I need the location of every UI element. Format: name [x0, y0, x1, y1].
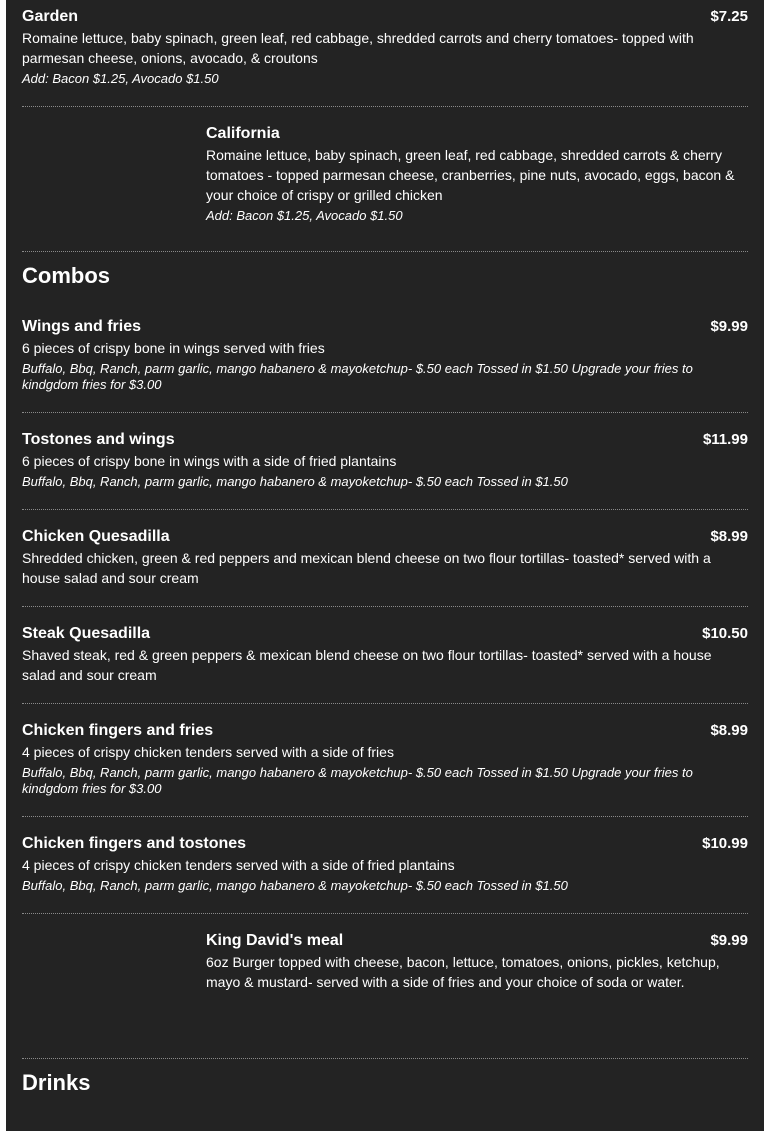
item-price: $11.99	[702, 431, 748, 448]
item-name: Steak Quesadilla	[22, 625, 151, 642]
divider	[22, 106, 748, 107]
item-price: $8.99	[710, 528, 748, 545]
menu-item	[206, 125, 748, 224]
item-name: Garden	[22, 8, 79, 25]
item-note: Buffalo, Bbq, Ranch, parm garlic, mango habanero & mayoketchup- $.50 each Tossed in $1.50 Upgrade your fries to kindgdom fries for $3.00	[22, 765, 693, 796]
menu-panel	[6, 0, 764, 1131]
section-title-combos: Combos	[22, 263, 110, 288]
menu-item	[22, 431, 748, 490]
item-description: Romaine lettuce, baby spinach, green leaf, red cabbage, shredded carrots and cherry tomatoes- topped with parmesan cheese, onions, avocado, & croutons	[22, 30, 694, 66]
divider	[22, 509, 748, 510]
item-price: $10.50	[702, 625, 748, 642]
divider	[22, 1058, 748, 1059]
item-name: Wings and fries	[22, 318, 141, 335]
item-name: Chicken fingers and fries	[22, 722, 214, 739]
item-note: Add: Bacon $1.25, Avocado $1.50	[22, 71, 219, 86]
item-price: $10.99	[702, 835, 748, 852]
item-name: Chicken fingers and tostones	[22, 835, 247, 852]
section-title-drinks: Drinks	[22, 1070, 91, 1095]
divider	[22, 251, 748, 252]
divider	[22, 412, 748, 413]
item-price: $7.25	[710, 8, 748, 25]
item-name: King David's meal	[206, 932, 344, 949]
item-price: $9.99	[710, 932, 748, 949]
item-note: Buffalo, Bbq, Ranch, parm garlic, mango habanero & mayoketchup- $.50 each Tossed in $1.50	[22, 878, 568, 893]
item-description: 6 pieces of crispy bone in wings with a side of fried plantains	[22, 453, 397, 469]
divider	[22, 913, 748, 914]
item-price: $9.99	[710, 318, 748, 335]
item-description: 6 pieces of crispy bone in wings served with fries	[22, 340, 325, 356]
item-description: 4 pieces of crispy chicken tenders served with a side of fries	[22, 744, 394, 760]
menu-item	[22, 625, 748, 685]
item-description: 6oz Burger topped with cheese, bacon, lettuce, tomatoes, onions, pickles, ketchup, mayo & mustard- served with a side of fries and your choice of soda or water.	[206, 954, 720, 990]
item-note: Buffalo, Bbq, Ranch, parm garlic, mango habanero & mayoketchup- $.50 each Tossed in $1.50	[22, 474, 568, 489]
menu-item	[22, 8, 748, 87]
item-description: Shredded chicken, green & red peppers and mexican blend cheese on two flour tortillas- toasted* served with a house salad and sour cream	[22, 550, 711, 586]
menu-item	[22, 528, 748, 588]
menu-item	[22, 722, 748, 797]
item-note: Add: Bacon $1.25, Avocado $1.50	[206, 208, 403, 223]
item-description: Romaine lettuce, baby spinach, green leaf, red cabbage, shredded carrots & cherry tomatoes - topped parmesan cheese, cranberries, pine nuts, avocado, eggs, bacon & your choice of crispy or grilled chicken	[206, 147, 735, 203]
item-name: Chicken Quesadilla	[22, 528, 170, 545]
menu-item	[206, 932, 748, 992]
item-description: 4 pieces of crispy chicken tenders served with a side of fried plantains	[22, 857, 455, 873]
item-note: Buffalo, Bbq, Ranch, parm garlic, mango habanero & mayoketchup- $.50 each Tossed in $1.50 Upgrade your fries to kindgdom fries for $3.00	[22, 361, 693, 392]
menu-item	[22, 318, 748, 393]
item-price: $8.99	[710, 722, 748, 739]
divider	[22, 816, 748, 817]
menu-item	[22, 835, 748, 894]
item-name: Tostones and wings	[22, 431, 175, 448]
item-description: Shaved steak, red & green peppers & mexican blend cheese on two flour tortillas- toasted* served with a house salad and sour cream	[22, 647, 712, 683]
item-name: California	[206, 125, 280, 142]
divider	[22, 606, 748, 607]
divider	[22, 703, 748, 704]
